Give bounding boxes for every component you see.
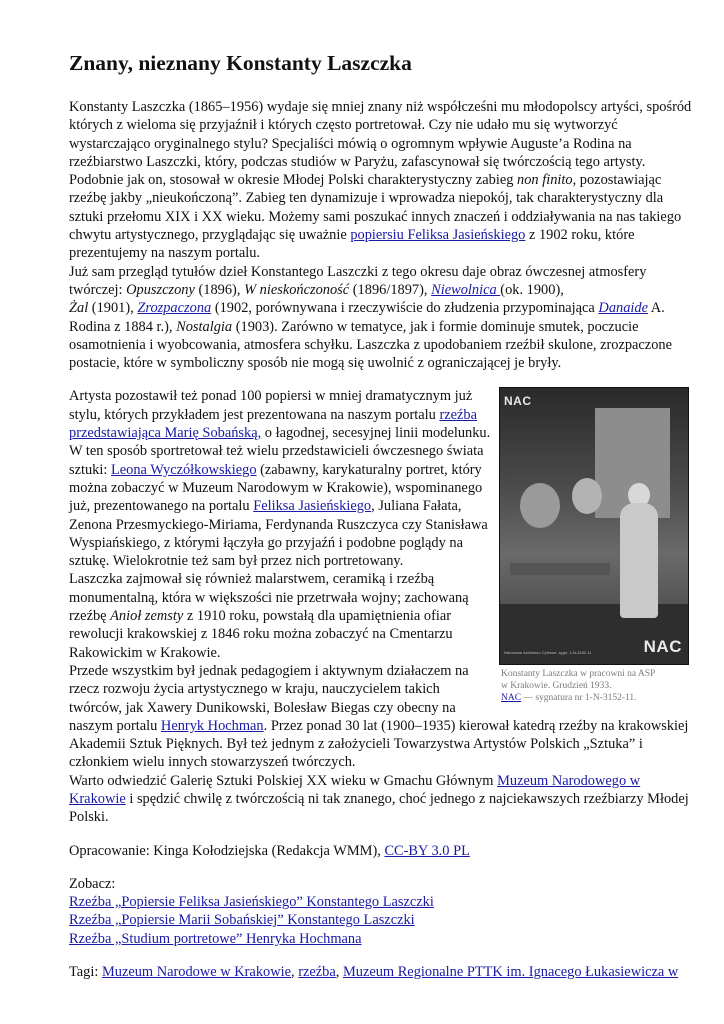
tag-link[interactable]: Muzeum Regionalne PTTK im. Ignacego Łukasiewicza w	[342, 964, 679, 981]
emphasis: Nostalgia	[176, 318, 233, 335]
photo-signature: Narodowe Archiwum Cyfrowe, sygn. 1-N-3152-11	[504, 650, 592, 656]
text: Konstanty Laszczka (1865–1956) wydaje się mniej znany niż współcześni mu młodopolscy artyści, spośród których z wieloma się przyjaźnił i których często portretował. Czy nie udało mu się wytworzyć wystarczająco oryginalnego stylu? Specjaliści mówią o ogromnym wpływie Auguste’a Rodina na rzeźbiarstwo Laszczki, który, podczas studiów w Paryżu, zafascynował się twórczością tego artysty. Podobnie jak on, stosował w okresie Młodej Polski charakterystyczny zabieg	[69, 99, 692, 189]
paragraph-intro	[69, 98, 697, 263]
caption-source	[501, 692, 691, 704]
text: Laszczka zajmował się również malarstwem, ceramiką i rzeźbą monumentalną, która w większości nie przetrwała wojny; zachowaną rzeźbę	[69, 571, 469, 625]
link-zrozpaczona[interactable]	[137, 300, 211, 316]
text: Przede wszystkim był jednak pedagogiem i aktywnym działaczem na rzecz rozwoju życia artystycznego w kraju, nauczycielem takich twórców, jak Xawery Dunikowski, Bolesław Biegas czy obecny na naszym portalu	[69, 662, 469, 734]
link-nac[interactable]: NAC	[501, 693, 522, 704]
emphasis: Żal	[69, 300, 89, 317]
tag-link[interactable]: rzeźba	[298, 964, 336, 981]
text: Już sam przegląd tytułów dzieł Konstantego Laszczki z tego okresu daje obraz ówczesnej atmosfery twórczej:	[69, 263, 647, 298]
text: o łagodnej, secesyjnej linii modelunku. W ten sposób sportretował też wielu przedstawicieli ówczesnego świata sztuki:	[69, 425, 491, 478]
text: (ok. 1900),	[500, 281, 564, 298]
text: z 1902 roku, które prezentujemy na naszym portalu.	[69, 227, 635, 262]
spacer	[69, 372, 697, 387]
text: Artysta pozostawił też ponad 100 popiersi w mniej dramatycznym już stylu, których przykładem jest prezentowana na naszym portalu	[69, 388, 473, 423]
see-also-link[interactable]: Rzeźba „Popiersie Marii Sobańskiej” Konstantego Laszczki	[69, 912, 415, 929]
tag-link[interactable]: Muzeum Narodowe w Krakowie	[101, 964, 291, 981]
text: , Juliana Fałata, Zenona Przesmyckiego-Miriama, Ferdynanda Ruszczyca czy Stanisława Wyspiańskiego, z którymi łączyła go przyjaźń i podobne poglądy na sztukę. Wielokrotnie też sam był przez nich portretowany.	[69, 498, 488, 570]
text: — sygnatura nr 1-N-3152-11.	[521, 693, 637, 704]
link-popiersie-jasienskiego[interactable]: popiersiu Feliksa Jasieńskiego	[350, 227, 526, 244]
page-title: Znany, nieznany Konstanty Laszczka	[69, 51, 412, 75]
emphasis: non finito	[517, 172, 573, 189]
emphasis: Niewolnica	[431, 281, 501, 298]
figure	[499, 387, 691, 704]
nac-logo: NAC	[643, 637, 682, 657]
emphasis: Zrozpaczona	[137, 300, 212, 317]
text: (1901),	[88, 300, 138, 317]
text: z 1910 roku, powstałą dla upamiętnienia ofiar rewolucji krakowskiej z 1846 roku można zobaczyć na Cmentarzu Rakowickim w Krakowie.	[69, 608, 453, 661]
text: A. Rodina z 1884 r.),	[69, 300, 665, 335]
see-also-label: Zobacz:	[69, 875, 116, 892]
text: Warto odwiedzić Galerię Sztuki Polskiej XX wieku w Gmachu Głównym	[69, 772, 498, 789]
link-license[interactable]: CC-BY 3.0 PL	[384, 842, 470, 859]
emphasis: Anioł zemsty	[110, 608, 184, 625]
text: (zabawny, karykaturalny portret, który można zobaczyć w Muzeum Narodowym w Krakowie), wspominanego już, prezentowanego na portalu	[69, 461, 483, 515]
see-also-link[interactable]: Rzeźba „Popiersie Feliksa Jasieńskiego” Konstantego Laszczki	[69, 894, 434, 911]
emphasis: W nieskończoność	[244, 281, 350, 298]
studio-photo[interactable]	[499, 387, 689, 665]
emphasis: Opuszczony	[126, 281, 195, 298]
tags: Tagi: Muzeum Narodowe w Krakowie, rzeźba, Muzeum Regionalne PTTK im. Ignacego Łukasiewicza w	[69, 964, 679, 981]
link-sobanska[interactable]: rzeźba przedstawiająca Marię Sobańską,	[69, 406, 477, 442]
spacer	[69, 827, 697, 842]
text: (1896),	[194, 281, 245, 298]
text: (1903). Zarówno w tematyce, jak i formie dominuje smutek, poczucie osamotnienia i wyobcowania, atmosfera schyłku. Laszczka z upodobaniem rzeźbił skulone, zrozpaczone postacie, które w symboliczny sposób nie mogą się uwolnić z ograniczającej je bryły.	[69, 318, 672, 372]
link-muzeum-narodowe[interactable]: Muzeum Narodowego w Krakowie	[69, 772, 641, 807]
credits	[69, 842, 697, 860]
see-also	[69, 875, 697, 948]
paragraph-visit	[69, 772, 697, 827]
figure-caption	[499, 668, 691, 704]
link-jasienski[interactable]: Feliksa Jasieńskiego	[253, 498, 372, 515]
article	[69, 50, 697, 981]
text: (1902, porównywana i rzeczywiście do złudzenia przypominająca	[211, 300, 599, 317]
photo-table	[510, 563, 610, 575]
paragraph-titles	[69, 263, 697, 373]
link-danaide[interactable]	[598, 300, 648, 316]
spacer	[69, 948, 697, 963]
text: i spędzić chwilę z twórczością ni tak znanego, choć jednego z najciekawszych rzeźbiarzy Młodej Polski.	[69, 790, 689, 826]
text: Opracowanie: Kinga Kołodziejska (Redakcja WMM),	[69, 842, 385, 859]
link-hochman[interactable]: Henryk Hochman	[160, 717, 264, 734]
photo-figure	[620, 503, 658, 618]
text: (1896/1897),	[349, 281, 432, 298]
text: , pozostawiając rzeźbę jakby „nieukończoną”. Zabieg ten dynamizuje i wprowadza niepokój, tak charakterystyczny dla sztuki przełomu XIX i XX wieku. Możemy sami poszukać innych znaczeń i oddziaływania na nas takiego chwytu artystycznego, przyglądając się uważnie	[69, 172, 682, 244]
caption-line: w Krakowie. Grudzień 1933.	[501, 681, 612, 692]
see-also-link[interactable]: Rzeźba „Studium portretowe” Henryka Hochmana	[69, 930, 362, 947]
nac-logo: NAC	[504, 394, 532, 409]
caption-line: Konstanty Laszczka w pracowni na ASP	[501, 669, 656, 680]
link-wyczolkowski[interactable]: Leona Wyczółkowskiego	[110, 461, 257, 478]
text: . Przez ponad 30 lat (1900–1935) kierował katedrą rzeźby na krakowskiej Akademii Sztuk Pięknych. Był też jednym z założycieli Towarzystwa Artystów Polskich „Sztuka” i członkiem wielu innych stowarzyszeń twórczych.	[69, 717, 689, 771]
tags-label: Tagi:	[69, 964, 102, 981]
spacer	[69, 860, 697, 875]
link-niewolnica[interactable]	[431, 282, 500, 298]
emphasis: Danaide	[598, 300, 648, 317]
